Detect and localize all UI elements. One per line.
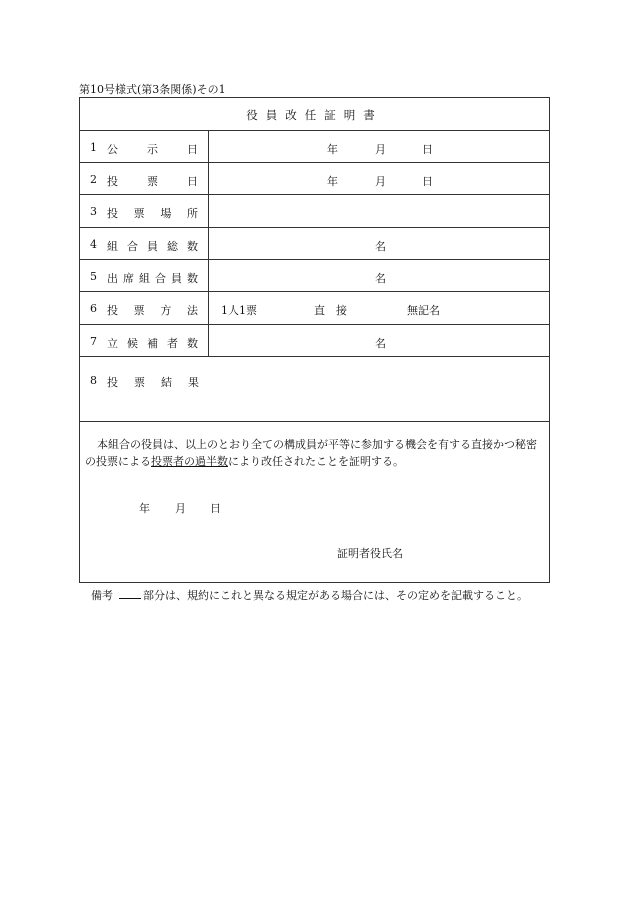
row-label-text (107, 173, 198, 189)
remark-label: 備考 (91, 589, 113, 602)
label-char: 法 (186, 304, 198, 317)
label-char: 席 (123, 272, 134, 285)
year-unit: 年 (139, 502, 150, 515)
row-number: 4 (90, 238, 97, 251)
row-label-text (107, 238, 198, 254)
row-label (80, 131, 209, 162)
row-number: 7 (90, 335, 97, 348)
label-char: 補 (147, 337, 158, 350)
remark-text: 部分は、規約にこれと異なる規定がある場合には、その定めを記載すること。 (143, 589, 528, 602)
label-char: 数 (187, 337, 198, 350)
total-members-value[interactable] (209, 228, 549, 259)
announcement-date-value[interactable] (209, 131, 549, 162)
year-unit: 年 (327, 143, 338, 156)
label-char: 者 (167, 337, 178, 350)
label-char: 投 (107, 376, 118, 389)
month-unit: 月 (375, 175, 386, 188)
row-candidates (80, 325, 549, 357)
day-unit: 日 (422, 175, 433, 188)
label-char: 票 (133, 304, 145, 317)
row-voting-date (80, 163, 549, 195)
label-char: 立 (107, 337, 118, 350)
label-char: 組 (107, 240, 118, 253)
form-code: 第10号様式(第3条関係)その1 (79, 83, 226, 96)
month-unit: 月 (175, 502, 186, 515)
certification-text-part1: 本組合の役員は、以上のとおり全ての構成員が平等に参加する機会を有する直接かつ秘密の投票による (85, 438, 537, 468)
certification-text-part2: により改任されたことを証明する。 (228, 455, 404, 468)
row-attending-members (80, 260, 549, 292)
day-unit: 日 (210, 502, 221, 515)
label-char: 員 (147, 240, 158, 253)
label-char: 日 (187, 143, 198, 156)
row-number: 5 (90, 270, 97, 283)
label-char: 日 (187, 175, 198, 188)
candidates-value[interactable] (209, 325, 549, 356)
label-char: 場 (160, 207, 172, 220)
row-voting-result[interactable] (80, 357, 549, 422)
method-one-vote: 1人1票 (221, 304, 257, 317)
row-label (80, 325, 209, 356)
label-char: 結 (161, 376, 172, 389)
row-number: 1 (90, 141, 97, 154)
row-label-text (107, 205, 198, 221)
row-label-text (107, 302, 198, 318)
year-unit: 年 (327, 175, 338, 188)
label-char: 投 (107, 175, 118, 188)
label-char: 数 (187, 272, 198, 285)
certification-underlined-term: 投票者の過半数 (151, 455, 228, 468)
row-voting-place (80, 195, 549, 228)
row-label-text (107, 335, 198, 351)
label-char: 票 (134, 376, 145, 389)
row-number: 6 (90, 302, 97, 315)
row-label-text (107, 270, 198, 286)
label-char: 所 (186, 207, 198, 220)
row-label (80, 195, 209, 227)
underline-marker (119, 589, 141, 599)
row-label (80, 228, 209, 259)
remark (91, 587, 528, 603)
label-char: 票 (133, 207, 145, 220)
voting-place-value[interactable] (209, 195, 549, 227)
label-char: 員 (171, 272, 182, 285)
voting-date-value[interactable] (209, 163, 549, 194)
label-char: 投 (107, 207, 118, 220)
certifier-name-label: 証明者役氏名 (337, 547, 403, 560)
method-direct: 直 接 (314, 304, 347, 317)
label-char: 票 (147, 175, 158, 188)
row-number: 2 (90, 173, 97, 186)
row-number: 8 (90, 374, 97, 387)
certificate-form (79, 97, 550, 583)
form-title: 役員改任証明書 (246, 108, 383, 122)
count-unit: 名 (375, 337, 386, 350)
label-char: 方 (160, 304, 172, 317)
label-char: 示 (147, 143, 158, 156)
label-char: 組 (139, 272, 150, 285)
row-total-members (80, 228, 549, 260)
count-unit: 名 (375, 272, 386, 285)
method-secret: 無記名 (407, 304, 440, 317)
label-char: 合 (155, 272, 166, 285)
row-label-text (107, 374, 199, 390)
row-label (80, 163, 209, 194)
month-unit: 月 (375, 143, 386, 156)
attending-members-value[interactable] (209, 260, 549, 291)
label-char: 公 (107, 143, 118, 156)
row-announcement-date (80, 131, 549, 163)
label-char: 候 (127, 337, 138, 350)
row-label (80, 260, 209, 291)
label-char: 投 (107, 304, 118, 317)
row-number: 3 (90, 205, 97, 218)
count-unit: 名 (375, 240, 386, 253)
row-voting-method (80, 292, 549, 325)
label-char: 総 (167, 240, 178, 253)
label-char: 出 (107, 272, 118, 285)
voting-method-value (209, 292, 549, 324)
label-char: 数 (187, 240, 198, 253)
day-unit: 日 (422, 143, 433, 156)
title-row (80, 98, 549, 131)
row-label-text (107, 141, 198, 157)
label-char: 果 (188, 376, 199, 389)
label-char: 合 (127, 240, 138, 253)
row-label (80, 292, 209, 324)
certification-section (80, 422, 549, 582)
certification-text (85, 436, 545, 470)
